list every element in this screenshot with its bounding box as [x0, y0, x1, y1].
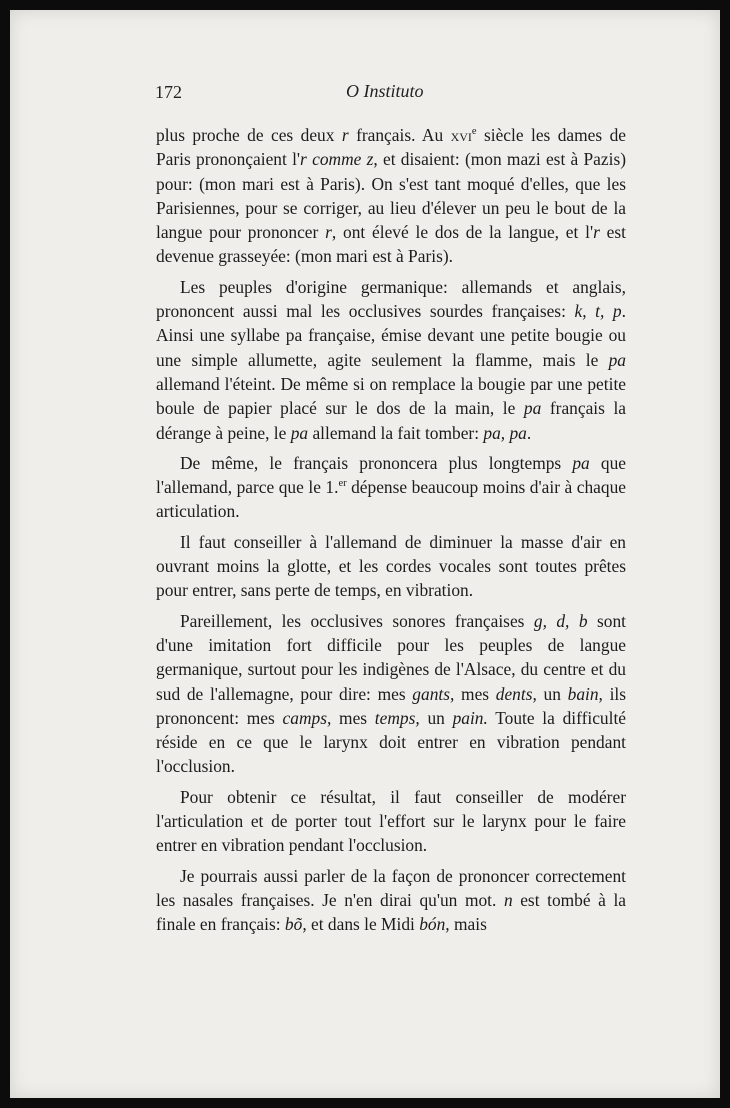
text-run: un: [419, 707, 453, 728]
text-run: un: [536, 683, 568, 704]
text-run: pa: [523, 398, 542, 419]
text-run: pa, pa: [483, 422, 527, 443]
text-run: r: [325, 222, 332, 243]
text-run: e: [471, 126, 477, 138]
text-run: , ont élevé le dos de la langue, et l': [331, 222, 594, 243]
text-run: est devenue grasseyée: (mon mari est à Paris).: [156, 222, 626, 267]
text-run: gants,: [412, 683, 455, 704]
text-run: allemand la fait tomber:: [308, 422, 484, 443]
text-run: mes: [331, 707, 375, 728]
text-run: bón,: [419, 914, 450, 935]
text-run: que l'allemand, parce que le 1.: [156, 452, 626, 498]
text-run: pa: [572, 452, 590, 473]
paragraph: [156, 275, 626, 445]
text-run: ils prononcent: mes: [156, 683, 627, 728]
text-run: r: [341, 125, 349, 145]
text-run: Pareillement, les occlusives sonores françaises: [180, 610, 534, 631]
paragraph: [156, 609, 626, 779]
page-number: 172: [155, 82, 182, 102]
paragraph: [156, 123, 626, 269]
text-run: est tombé à la finale en français:: [156, 889, 626, 935]
body-text: [156, 123, 626, 937]
text-run: pa: [290, 422, 309, 443]
text-run: bain,: [567, 683, 603, 704]
text-run: pain.: [452, 707, 488, 728]
text-run: français. Au: [348, 125, 451, 145]
text-run: Il faut conseiller à l'allemand de diminuer la masse d'air en ouvrant moins la glotte, et les cordes vocales sont toutes prêtes pour entrer, sans perte de temps, en vibration.: [156, 531, 626, 601]
text-run: Je pourrais aussi parler de la façon de prononcer correctement les nasales françaises. Je n'en dirai qu'un mot.: [156, 865, 626, 910]
running-title: O Instituto: [346, 81, 424, 101]
text-run: sont d'une imitation fort difficile pour les peuples de langue germanique, surtout pour les indigènes de l'Alsace, du centre et du sud de l'allemagne, pour dire: mes: [156, 610, 626, 704]
text-run: r: [593, 222, 600, 243]
text-run: mais: [449, 914, 487, 935]
text-run: pa: [608, 349, 626, 370]
text-run: camps,: [282, 707, 332, 728]
text-run: dents,: [495, 683, 537, 704]
text-run: Les peuples d'origine germanique: allemands et anglais, prononcent aussi mal les occlusives sourdes françaises:: [156, 276, 626, 322]
text-run: bõ,: [284, 914, 307, 935]
text-run: . Ainsi une syllabe pa française, émise devant une petite bougie ou une simple allumette, agite seulement la flamme, mais le: [156, 301, 626, 370]
paragraph: [156, 864, 626, 937]
text-run: .: [526, 422, 532, 443]
text-run: siècle les dames de Paris prononçaient l': [156, 125, 627, 170]
text-run: n: [503, 889, 513, 910]
text-run: Pour obtenir ce résultat, il faut conseiller de modérer l'articulation et de porter tout l'effort sur le larynx pour le faire entrer en vibration pendant l'occlusion.: [156, 786, 626, 856]
page-scan: [10, 10, 720, 1098]
text-run: français la dérange à peine, le: [156, 398, 627, 443]
text-run: et dans le Midi: [306, 914, 420, 935]
text-run: allemand l'éteint. De même si on remplace la bougie par une petite boule de papier placé sur le dos de la main, le: [156, 373, 626, 419]
text-run: g, d, b: [533, 610, 588, 631]
text-run: mes: [454, 683, 496, 704]
text-run: r: [300, 149, 307, 170]
text-run: comme z: [312, 149, 374, 170]
text-run: plus proche de ces deux: [156, 125, 342, 145]
text-run: er: [338, 478, 347, 490]
text-run: temps,: [374, 707, 420, 728]
paragraph: [156, 785, 626, 858]
text-run: xvi: [450, 125, 472, 145]
paragraph: [156, 451, 626, 524]
text-run: k, t, p: [574, 301, 622, 322]
text-run: , et disaient: (mon mazi est à Pazis) pour: (mon mari est à Paris). On s'est tant moqué d'elles, que les Parisiennes, pour se corriger, au lieu d'élever un peu le bout de la langue pour prononcer: [156, 149, 627, 243]
paragraph: [156, 530, 626, 603]
text-run: De même, le français prononcera plus longtemps: [180, 452, 573, 473]
text-run: Toute la difficulté réside en ce que le larynx doit entrer en vibration pendant l'occlusion.: [156, 707, 626, 777]
text-run: dépense beaucoup moins d'air à chaque articulation.: [156, 477, 626, 522]
